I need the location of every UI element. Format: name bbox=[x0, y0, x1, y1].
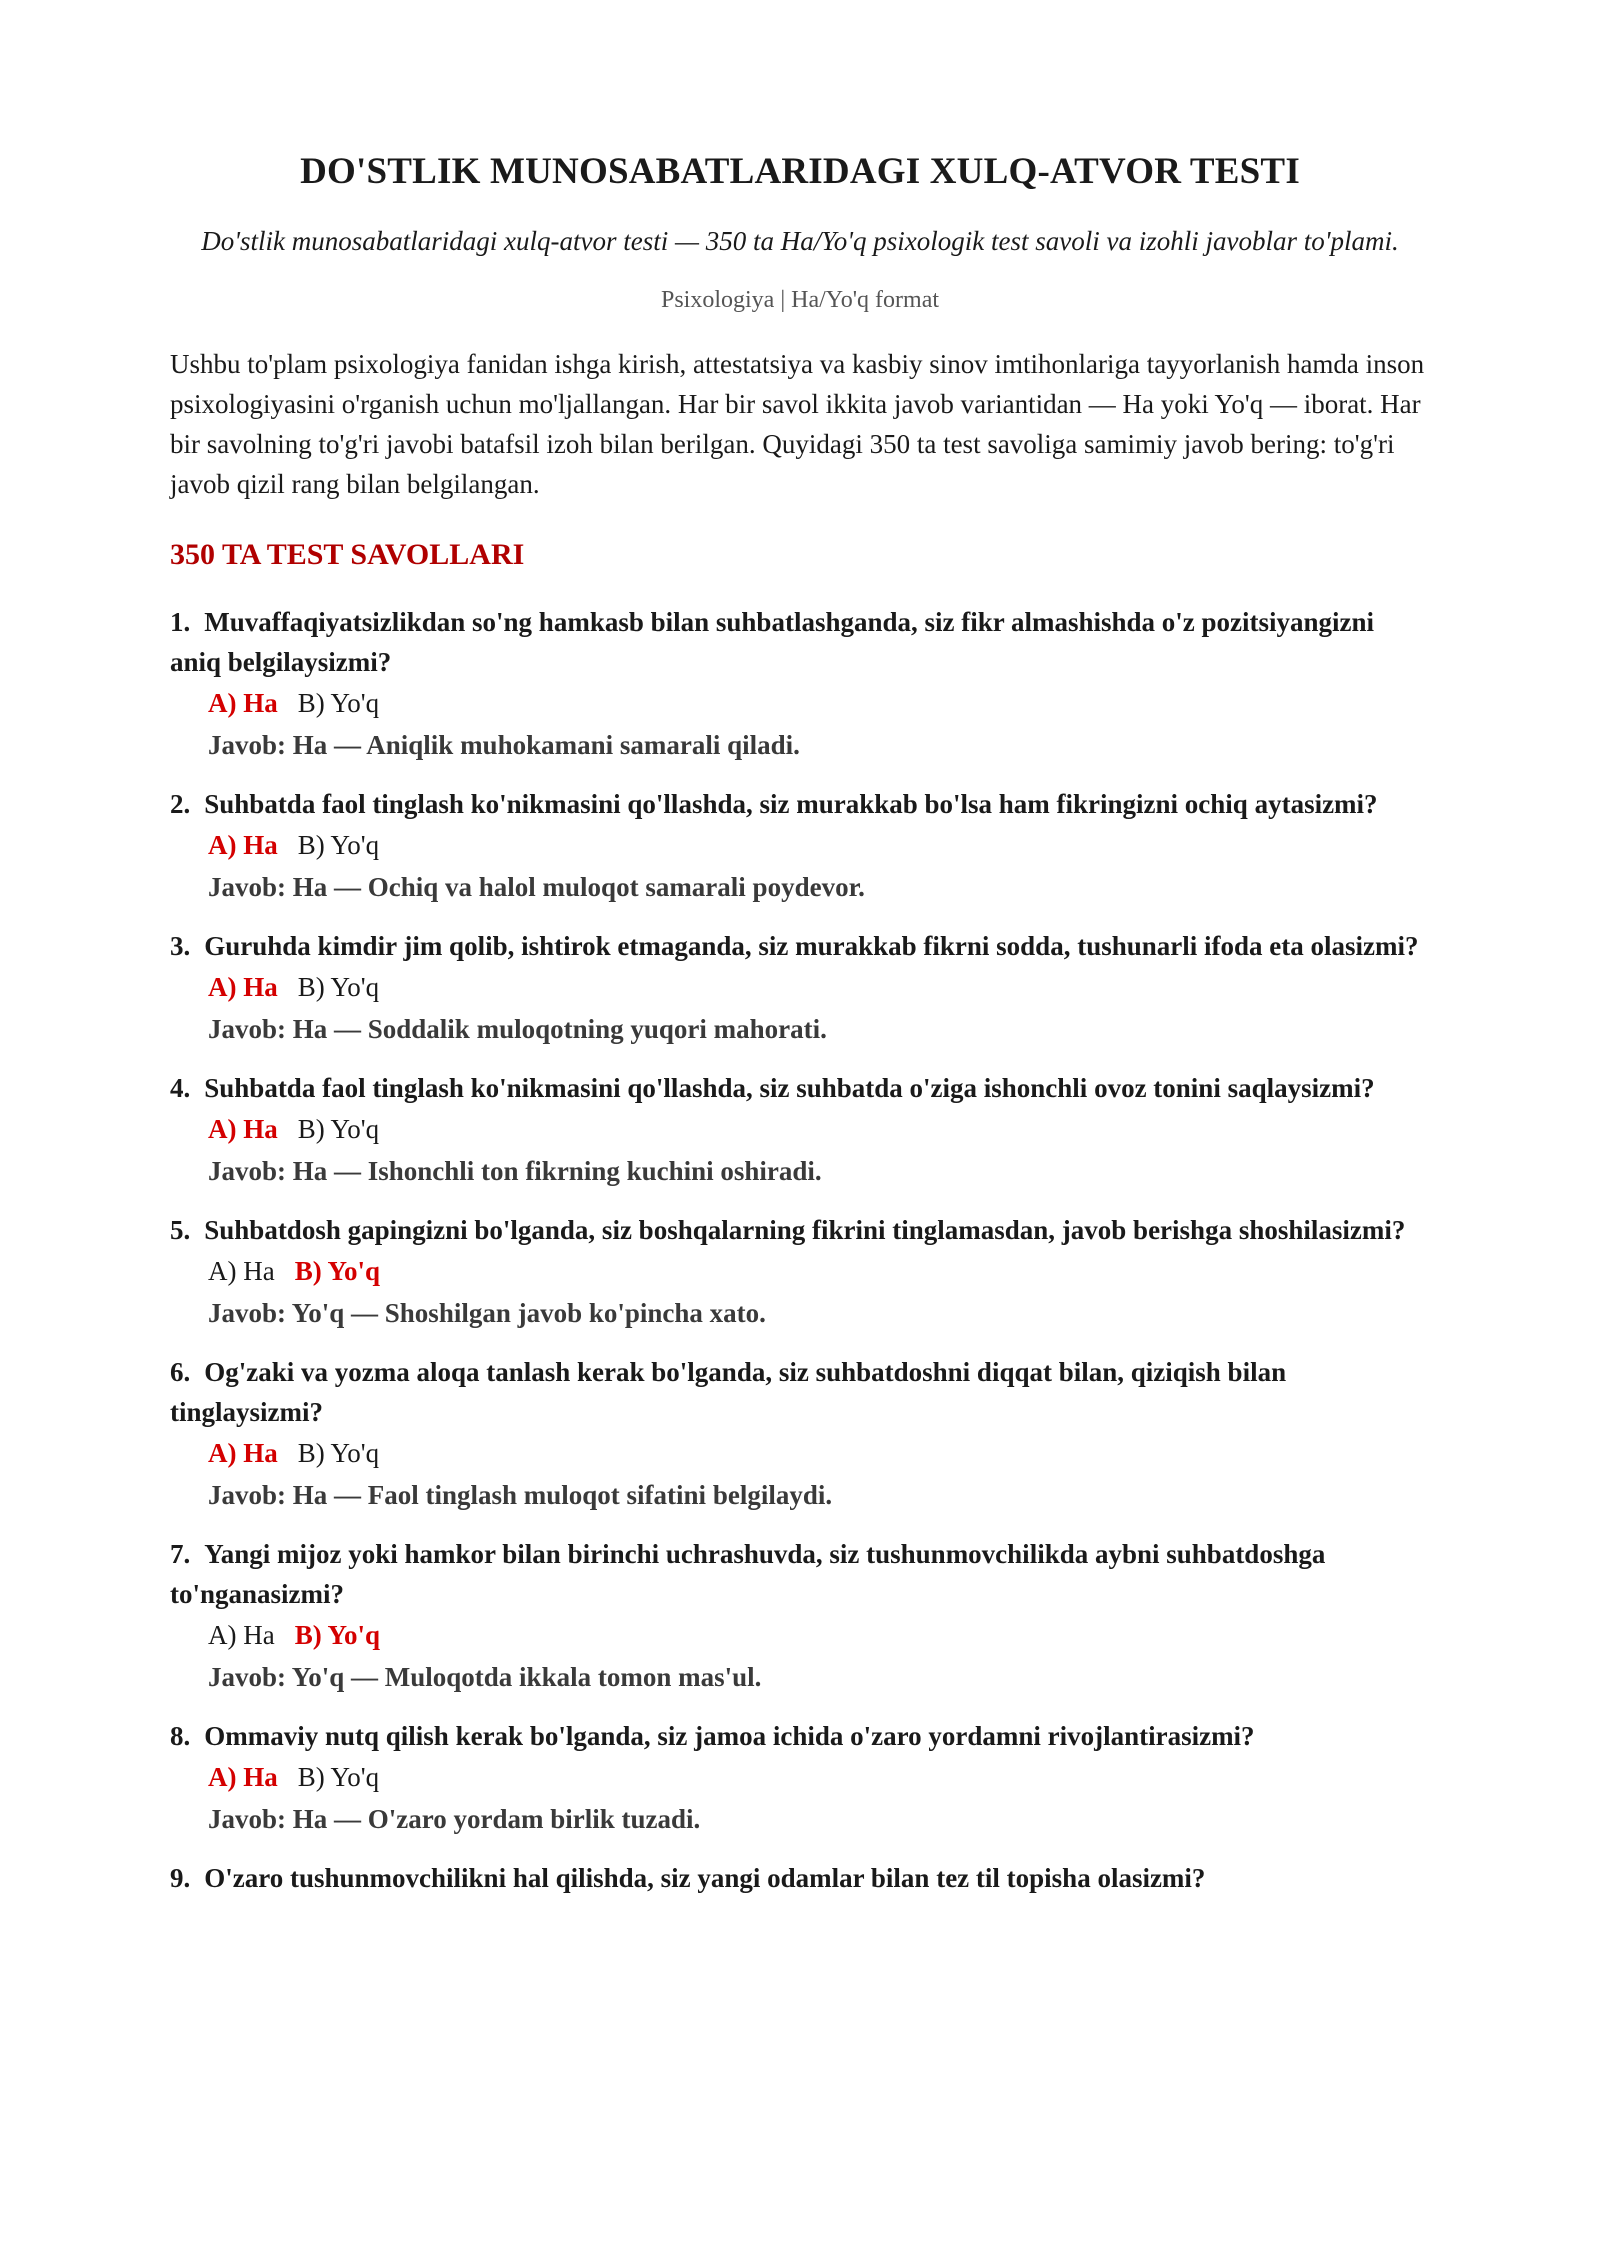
question-options bbox=[170, 1432, 1430, 1474]
question-text bbox=[170, 784, 1430, 824]
question-text bbox=[170, 1210, 1430, 1250]
answer-explanation: Javob: Ha — Faol tinglash muloqot sifatini belgilaydi. bbox=[208, 1480, 833, 1510]
question-item bbox=[170, 1534, 1430, 1698]
question-text bbox=[170, 1858, 1430, 1898]
option-b[interactable]: B) Yo'q bbox=[297, 688, 380, 718]
option-a[interactable]: A) Ha bbox=[208, 1438, 278, 1468]
option-a[interactable]: A) Ha bbox=[208, 1114, 278, 1144]
answer-explanation: Javob: Yo'q — Muloqotda ikkala tomon mas'ul. bbox=[208, 1662, 762, 1692]
option-b[interactable]: B) Yo'q bbox=[297, 1114, 380, 1144]
question-item bbox=[170, 1210, 1430, 1334]
question-body: Yangi mijoz yoki hamkor bilan birinchi uchrashuvda, siz tushunmovchilikda aybni suhbatdoshga to'nganasizmi? bbox=[170, 1539, 1326, 1609]
question-options bbox=[170, 966, 1430, 1008]
answer-explanation: Javob: Ha — O'zaro yordam birlik tuzadi. bbox=[208, 1804, 701, 1834]
question-item bbox=[170, 602, 1430, 766]
question-body: Guruhda kimdir jim qolib, ishtirok etmaganda, siz murakkab fikrni sodda, tushunarli ifoda eta olasizmi? bbox=[204, 931, 1419, 961]
option-a[interactable]: A) Ha bbox=[208, 972, 278, 1002]
question-list bbox=[170, 602, 1430, 1898]
option-a[interactable]: A) Ha bbox=[208, 1762, 278, 1792]
question-options bbox=[170, 1614, 1430, 1656]
question-number: 9. bbox=[170, 1863, 191, 1893]
answer-explanation: Javob: Ha — Ishonchli ton fikrning kuchini oshiradi. bbox=[208, 1156, 822, 1186]
option-b[interactable]: B) Yo'q bbox=[297, 830, 380, 860]
question-text bbox=[170, 1068, 1430, 1108]
answer-explanation: Javob: Ha — Aniqlik muhokamani samarali qiladi. bbox=[208, 730, 800, 760]
question-text bbox=[170, 602, 1430, 682]
question-number: 3. bbox=[170, 931, 191, 961]
question-options bbox=[170, 824, 1430, 866]
question-body: Muvaffaqiyatsizlikdan so'ng hamkasb bilan suhbatlashganda, siz fikr almashishda o'z pozitsiyangizni aniq belgilaysizmi? bbox=[170, 607, 1375, 677]
question-body: Ommaviy nutq qilish kerak bo'lganda, siz jamoa ichida o'zaro yordamni rivojlantirasizmi? bbox=[204, 1721, 1255, 1751]
document-title: DO'STLIK MUNOSABATLARIDAGI XULQ-ATVOR TESTI bbox=[300, 151, 1300, 192]
option-a[interactable]: A) Ha bbox=[208, 1256, 275, 1286]
question-body: Suhbatda faol tinglash ko'nikmasini qo'llashda, siz murakkab bo'lsa ham fikringizni ochiq aytasizmi? bbox=[204, 789, 1378, 819]
question-item bbox=[170, 926, 1430, 1050]
question-options bbox=[170, 1756, 1430, 1798]
question-number: 4. bbox=[170, 1073, 191, 1103]
question-text bbox=[170, 1534, 1430, 1614]
question-item bbox=[170, 1352, 1430, 1516]
question-body: Suhbatdosh gapingizni bo'lganda, siz boshqalarning fikrini tinglamasdan, javob berishga shoshilasizmi? bbox=[204, 1215, 1406, 1245]
question-item bbox=[170, 1858, 1430, 1898]
document-subtitle: Do'stlik munosabatlaridagi xulq-atvor testi — 350 ta Ha/Yo'q psixologik test savoli va izohli javoblar to'plami. bbox=[201, 226, 1399, 256]
option-b[interactable]: B) Yo'q bbox=[294, 1620, 381, 1650]
document-intro: Ushbu to'plam psixologiya fanidan ishga kirish, attestatsiya va kasbiy sinov imtihonlariga tayyorlanish hamda inson psixologiyasini o'rganish uchun mo'ljallangan. Har bir savol ikkita javob variantidan — Ha yoki Yo'q — iborat. Har bir savolning to'g'ri javobi batafsil izoh bilan berilgan. Quyidagi 350 ta test savoliga samimiy javob bering: to'g'ri javob qizil rang bilan belgilangan. bbox=[170, 349, 1425, 499]
question-body: O'zaro tushunmovchilikni hal qilishda, siz yangi odamlar bilan tez til topisha olasizmi? bbox=[204, 1863, 1206, 1893]
question-number: 8. bbox=[170, 1721, 191, 1751]
option-a[interactable]: A) Ha bbox=[208, 830, 278, 860]
answer-explanation: Javob: Ha — Soddalik muloqotning yuqori mahorati. bbox=[208, 1014, 827, 1044]
option-b[interactable]: B) Yo'q bbox=[294, 1256, 381, 1286]
option-b[interactable]: B) Yo'q bbox=[297, 1438, 380, 1468]
question-number: 7. bbox=[170, 1539, 191, 1569]
question-item bbox=[170, 1716, 1430, 1840]
question-text bbox=[170, 1352, 1430, 1432]
question-item bbox=[170, 1068, 1430, 1192]
question-text bbox=[170, 926, 1430, 966]
option-b[interactable]: B) Yo'q bbox=[297, 972, 380, 1002]
question-options bbox=[170, 682, 1430, 724]
question-item bbox=[170, 784, 1430, 908]
question-number: 2. bbox=[170, 789, 191, 819]
option-b[interactable]: B) Yo'q bbox=[297, 1762, 380, 1792]
answer-explanation: Javob: Ha — Ochiq va halol muloqot samarali poydevor. bbox=[208, 872, 865, 902]
question-body: Og'zaki va yozma aloqa tanlash kerak bo'lganda, siz suhbatdoshni diqqat bilan, qiziqish bilan tinglaysizmi? bbox=[170, 1357, 1287, 1427]
question-body: Suhbatda faol tinglash ko'nikmasini qo'llashda, siz suhbatda o'ziga ishonchli ovoz tonini saqlaysizmi? bbox=[204, 1073, 1375, 1103]
question-options bbox=[170, 1108, 1430, 1150]
option-a[interactable]: A) Ha bbox=[208, 688, 278, 718]
answer-explanation: Javob: Yo'q — Shoshilgan javob ko'pincha xato. bbox=[208, 1298, 766, 1328]
option-a[interactable]: A) Ha bbox=[208, 1620, 275, 1650]
question-options bbox=[170, 1250, 1430, 1292]
question-text bbox=[170, 1716, 1430, 1756]
question-number: 5. bbox=[170, 1215, 191, 1245]
document-meta: Psixologiya | Ha/Yo'q format bbox=[660, 287, 940, 313]
section-heading: 350 TA TEST SAVOLLARI bbox=[170, 538, 525, 571]
question-number: 1. bbox=[170, 607, 191, 637]
question-number: 6. bbox=[170, 1357, 191, 1387]
